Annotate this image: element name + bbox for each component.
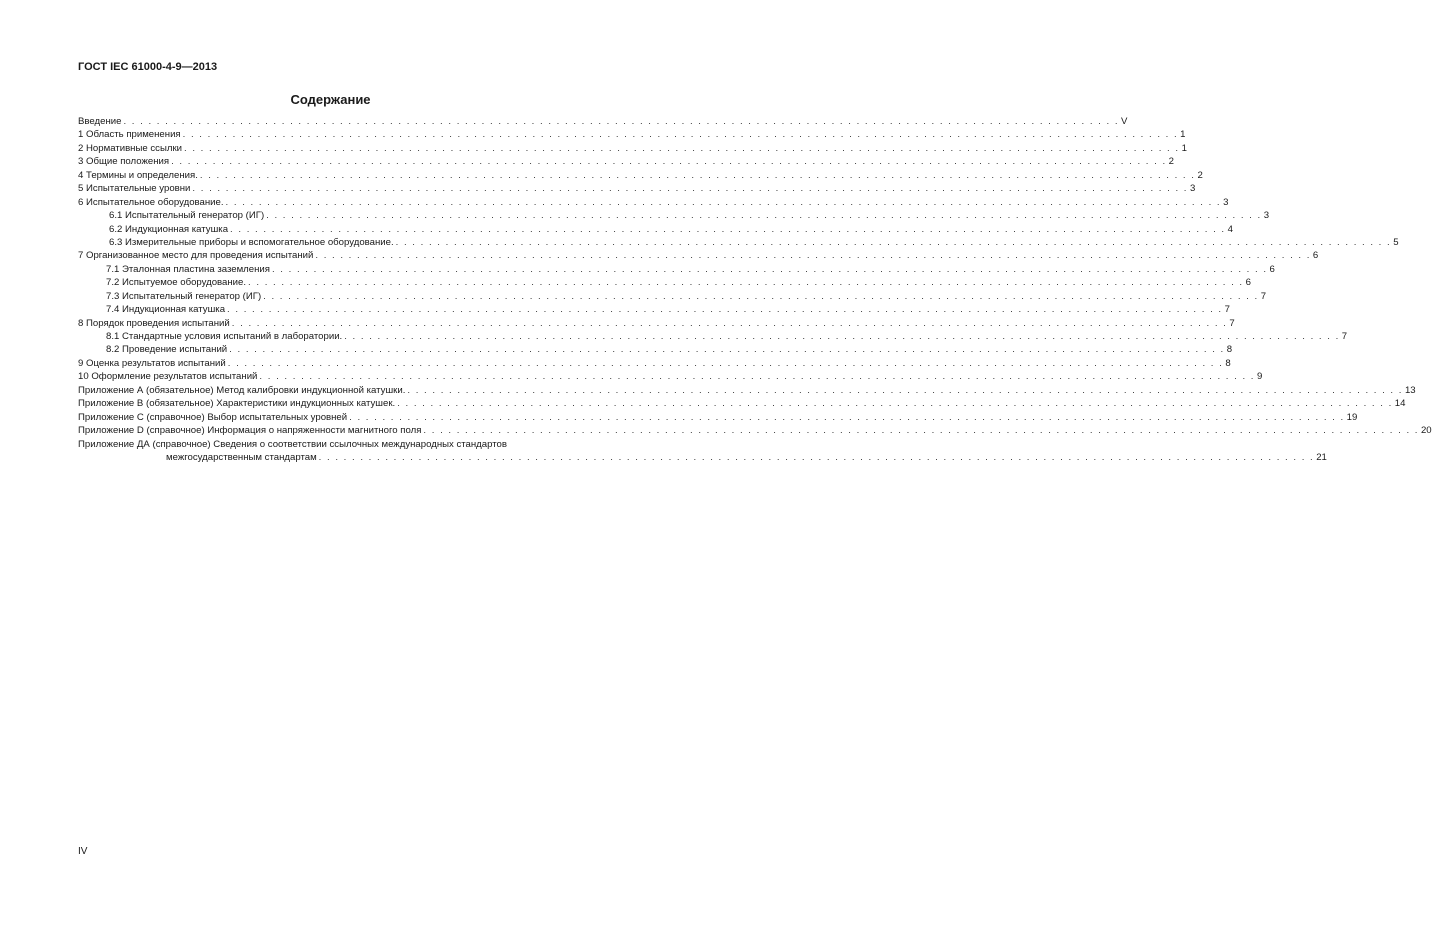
toc-entry-title: 6.2 Индукционная катушка (109, 223, 229, 235)
dot-leader: . . . . . . . . . . . . . . . . . . . . . . . . . . . . . . . . . . . . . . . . . . . . . . . . . . . . . . . . . . . . . . . . . . . . . . . . . . . . . . . . . . . . . . . . . . . . . . . . . . . . . . . . . . . . . . . . . . . . . . . . (227, 304, 1223, 316)
dot-leader: . . . . . . . . . . . . . . . . . . . . . . . . . . . . . . . . . . . . . . . . . . . . . . . . . . . . . . . . . . . . . . . . . . . . . . . . . . . . . . . . . . . . . . . . . . . . . . . . . . . . . . . . . . . . . . . . . . . . . . . . (182, 129, 1179, 141)
toc-entry (78, 330, 1348, 343)
dot-leader: . . . . . . . . . . . . . . . . . . . . . . . . . . . . . . . . . . . . . . . . . . . . . . . . . . . . . . . . . . . . . . . . . . . . . . . . . . . . . . . . . . . . . . . . . . . . . . . . . . . . . . . . . . . . . . . . . . . . . . . . (230, 223, 1226, 235)
toc-entry (78, 236, 1399, 249)
toc-entry (78, 317, 1235, 330)
table-of-contents (78, 115, 1432, 464)
dot-leader: . . . . . . . . . . . . . . . . . . . . . . . . . . . . . . . . . . . . . . . . . . . . . . . . . . . . . . . . . . . . . . . . . . . . . . . . . . . . . . . . . . . . . . . . . . . . . . . . . . . . . . . . . . . . . . . . . . . . . . . . (229, 344, 1225, 356)
toc-entry (78, 128, 1186, 141)
toc-entry-title: Введение (78, 116, 122, 127)
toc-entry-title: 2 Нормативные ссылки (78, 142, 183, 154)
toc-entry-title: 7 Организованное место для проведения испытаний (78, 250, 314, 262)
toc-entry (78, 411, 1358, 424)
toc-entry-title: 7.1 Эталонная пластина заземления (106, 263, 270, 275)
toc-entry-page: 2 (1168, 156, 1174, 168)
dot-leader: . . . . . . . . . . . . . . . . . . . . . . . . . . . . . . . . . . . . . . . . . . . . . . . . . . . . . . . . . . . . . . . . . . . . . . . . . . . . . . . . . . . . . . . . . . . . . . . . . . . . . . . . . . . . . . . . . . . . . . . . (231, 317, 1228, 329)
toc-entry-page: 3 (1263, 210, 1270, 222)
toc-entry (78, 303, 1230, 316)
toc-entry-page: 14 (1394, 398, 1406, 410)
dot-leader: . . . . . . . . . . . . . . . . . . . . . . . . . . . . . . . . . . . . . . . . . . . . . . . . . . . . . . . . . . . . . . . . . . . . . . . . . . . . . . . . . . . . . . . . . . . . . . . . . . . . . . . . . . . . . . . . . . . . . . . . (271, 263, 1268, 275)
toc-entry (78, 451, 1327, 464)
toc-entry (78, 182, 1196, 195)
toc-entry (78, 263, 1275, 276)
toc-entry-title: 4 Термины и определения. (78, 169, 198, 181)
toc-entry-page: 6 (1269, 263, 1275, 275)
toc-entry-page: 1 (1181, 142, 1187, 154)
toc-entry-page: 3 (1223, 196, 1229, 208)
toc-entry (78, 223, 1233, 236)
toc-entry (78, 438, 613, 451)
toc-entry-title: 6 Испытательное оборудование. (78, 196, 224, 208)
toc-entry (78, 290, 1267, 303)
dot-leader: . . . . . . . . . . . . . . . . . . . . . . . . . . . . . . . . . . . . . . . . . . . . . . . . . . . . . . . . . . . . . . . . . . . . . . . . . . . . . . . . . . . . . . . . . . . . . . . . . . . . . . . . . . . . . . . . . . . . . . . . (192, 183, 1188, 195)
toc-entry-page: 5 (1393, 236, 1399, 248)
toc-entry-title: 5 Испытательные уровни (78, 183, 191, 195)
toc-entry-page: 8 (1226, 344, 1233, 356)
toc-entry-title: 1 Область применения (78, 129, 181, 141)
dot-leader: . . . . . . . . . . . . . . . . . . . . . . . . . . . . . . . . . . . . . . . . . . . . . . . . . . . . . . . . . . . . . . . . . . . . . . . . . . . . . . . . . . . . . . . . . . . . . . . . . . . . . . . . . . . . . . . . . . . . . . . . (407, 384, 1403, 396)
toc-entry-page: 13 (1404, 384, 1416, 396)
toc-entry-page: 3 (1189, 183, 1196, 195)
toc-entry-title: 6.3 Измерительные приборы и вспомогательное оборудование. (109, 236, 394, 248)
toc-entry-page: V (1121, 116, 1128, 127)
toc-entry-page: 7 (1229, 317, 1235, 329)
toc-entry-title: межгосударственным стандартам (166, 451, 317, 463)
toc-entry-title: 7.2 Испытуемое оборудование. (106, 277, 247, 289)
dot-leader: . . . . . . . . . . . . . . . . . . . . . . . . . . . . . . . . . . . . . . . . . . . . . . . . . . . . . . . . . . . . . . . . . . . . . . . . . . . . . . . . . . . . . . . . . . . . . . . . . . . . . . . . . . . . . . . . . . . . . . . . (199, 169, 1196, 181)
toc-entry-title: 8.2 Проведение испытаний (106, 344, 228, 356)
toc-entry-title: 8.1 Стандартные условия испытаний в лаборатории. (106, 331, 343, 342)
toc-entry-title: 10 Оформление результатов испытаний (78, 371, 258, 383)
toc-entry (78, 249, 1319, 262)
toc-entry-page: 6 (1312, 250, 1319, 262)
toc-entry-title: Приложение ДА (справочное) Сведения о соответствии ссылочных международных стандартов (78, 438, 507, 450)
dot-leader: . . . . . . . . . . . . . . . . . . . . . . . . . . . . . . . . . . . . . . . . . . . . . . . . . . . . . . . . . . . . . . . . . . . . . . . . . . . . . . . . . . . . . . . . . . . . . . . . . . . . . . . . . . . . . . . . . . . . . . . . (315, 250, 1311, 262)
dot-leader: . . . . . . . . . . . . . . . . . . . . . . . . . . . . . . . . . . . . . . . . . . . . . . . . . . . . . . . . . . . . . . . . . . . . . . . . . . . . . . . . . . . . . . . . . . . . . . . . . . . . . . . . . . . . . . . . . . . . . . . . (263, 290, 1259, 302)
dot-leader: . . . . . . . . . . . . . . . . . . . . . . . . . . . . . . . . . . . . . . . . . . . . . . . . . . . . . . . . . . . . . . . . . . . . . . . . . . . . . . . . . . . . . . . . . . . . . . . . . . . . . . . . . . . . . . . . . . . . . . . . (171, 156, 1167, 168)
toc-entry-page: 1 (1180, 129, 1186, 141)
toc-entry-page: 6 (1245, 277, 1251, 289)
dot-leader: . . . . . . . . . . . . . . . . . . . . . . . . . . . . . . . . . . . . . . . . . . . . . . . . . . . . . . . . . . . . . . . . . . . . . . . . . . . . . . . . . . . . . . . . . . . . . . . . . . . . . . . . . . . . . . . . . . . . . . . . (266, 210, 1262, 222)
toc-entry (78, 196, 1229, 209)
toc-entry-page: 7 (1224, 304, 1230, 316)
page-title: Содержание (290, 92, 371, 107)
toc-entry-page: 9 (1256, 371, 1263, 383)
toc-entry-title: Приложение В (обязательное) Характеристики индукционных катушек. (78, 398, 396, 410)
toc-entry-page: 8 (1225, 357, 1231, 369)
toc-entry (78, 169, 1203, 182)
toc-entry-title: Приложение D (справочное) Информация о напряженности магнитного поля (78, 425, 422, 437)
toc-entry-title: Приложение С (справочное) Выбор испытательных уровней (78, 411, 348, 423)
toc-entry (78, 384, 1416, 397)
toc-entry-title: Приложение А (обязательное) Метод калибровки индукционной катушки. (78, 384, 406, 396)
toc-entry-title: 9 Оценка результатов испытаний (78, 357, 226, 369)
dot-leader: . . . . . . . . . . . . . . . . . . . . . . . . . . . . . . . . . . . . . . . . . . . . . . . . . . . . . . . . . . . . . . . . . . . . . . . . . . . . . . . . . . . . . . . . . . . . . . . . . . . . . . . . . . . . . . . . . . . . . . . . (123, 116, 1119, 127)
toc-entry (78, 115, 1128, 128)
toc-entry-title: 3 Общие положения (78, 156, 170, 168)
dot-leader: . . . . . . . . . . . . . . . . . . . . . . . . . . . . . . . . . . . . . . . . . . . . . . . . . . . . . . . . . . . . . . . . . . . . . . . . . . . . . . . . . . . . . . . . . . . . . . . . . . . . . . . . . . . . . . . . . . . . . . . . (318, 451, 1315, 463)
toc-entry-page: 4 (1227, 223, 1233, 235)
toc-entry (78, 142, 1187, 155)
dot-leader: . . . . . . . . . . . . . . . . . . . . . . . . . . . . . . . . . . . . . . . . . . . . . . . . . . . . . . . . . . . . . . . . . . . . . . . . . . . . . . . . . . . . . . . . . . . . . . . . . . . . . . . . . . . . . . . . . . . . . . . . (349, 411, 1345, 423)
dot-leader: . . . . . . . . . . . . . . . . . . . . . . . . . . . . . . . . . . . . . . . . . . . . . . . . . . . . . . . . . . . . . . . . . . . . . . . . . . . . . . . . . . . . . . . . . . . . . . . . . . . . . . . . . . . . . . . . . . . . . . . . (227, 357, 1224, 369)
toc-entry (78, 276, 1251, 289)
dot-leader: . . . . . . . . . . . . . . . . . . . . . . . . . . . . . . . . . . . . . . . . . . . . . . . . . . . . . . . . . . . . . . . . . . . . . . . . . . . . . . . . . . . . . . . . . . . . . . . . . . . . . . . . . . . . . . . . . . . . . . . . (248, 277, 1244, 289)
toc-entry-page: 2 (1197, 169, 1203, 181)
dot-leader: . . . . . . . . . . . . . . . . . . . . . . . . . . . . . . . . . . . . . . . . . . . . . . . . . . . . . . . . . . . . . . . . . . . . . . . . . . . . . . . . . . . . . . . . . . . . . . . . . . . . . . . . . . . . . . . . . . . . . . . . (225, 196, 1222, 208)
toc-entry (78, 343, 1233, 356)
toc-entry (78, 370, 1263, 383)
page-number: IV (78, 846, 88, 857)
toc-entry (78, 155, 1174, 168)
toc-entry-page: 19 (1346, 411, 1358, 423)
toc-entry (78, 357, 1231, 370)
toc-entry-page: 20 (1420, 425, 1432, 437)
toc-entry-page: 7 (1341, 331, 1348, 342)
toc-entry-title: 7.4 Индукционная катушка (106, 304, 226, 316)
dot-leader: . . . . . . . . . . . . . . . . . . . . . . . . . . . . . . . . . . . . . . . . . . . . . . . . . . . . . . . . . . . . . . . . . . . . . . . . . . . . . . . . . . . . . . . . . . . . . . . . . . . . . . . . . . . . . . . . . . . . . . . . (395, 236, 1392, 248)
toc-entry (78, 209, 1270, 222)
dot-leader: . . . . . . . . . . . . . . . . . . . . . . . . . . . . . . . . . . . . . . . . . . . . . . . . . . . . . . . . . . . . . . . . . . . . . . . . . . . . . . . . . . . . . . . . . . . . . . . . . . . . . . . . . . . . . . . . . . . . . . . . (397, 398, 1393, 410)
document-header: ГОСТ IEC 61000-4-9—2013 (78, 61, 218, 73)
toc-entry (78, 424, 1432, 437)
toc-entry-title: 6.1 Испытательный генератор (ИГ) (109, 210, 265, 222)
toc-entry-title: 7.3 Испытательный генератор (ИГ) (106, 290, 262, 302)
toc-entry-page: 7 (1260, 290, 1267, 302)
dot-leader: . . . . . . . . . . . . . . . . . . . . . . . . . . . . . . . . . . . . . . . . . . . . . . . . . . . . . . . . . . . . . . . . . . . . . . . . . . . . . . . . . . . . . . . . . . . . . . . . . . . . . . . . . . . . . . . . . . . . . . . . (259, 371, 1255, 383)
toc-entry-page: 21 (1316, 451, 1327, 463)
dot-leader: . . . . . . . . . . . . . . . . . . . . . . . . . . . . . . . . . . . . . . . . . . . . . . . . . . . . . . . . . . . . . . . . . . . . . . . . . . . . . . . . . . . . . . . . . . . . . . . . . . . . . . . . . . . . . . . . . . . . . . . . (184, 142, 1180, 154)
toc-entry-title: 8 Порядок проведения испытаний (78, 317, 230, 329)
toc-entry (78, 397, 1406, 410)
dot-leader: . . . . . . . . . . . . . . . . . . . . . . . . . . . . . . . . . . . . . . . . . . . . . . . . . . . . . . . . . . . . . . . . . . . . . . . . . . . . . . . . . . . . . . . . . . . . . . . . . . . . . . . . . . . . . . . . . . . . . . . . (344, 331, 1340, 342)
dot-leader: . . . . . . . . . . . . . . . . . . . . . . . . . . . . . . . . . . . . . . . . . . . . . . . . . . . . . . . . . . . . . . . . . . . . . . . . . . . . . . . . . . . . . . . . . . . . . . . . . . . . . . . . . . . . . . . . . . . . . . . . (423, 425, 1419, 437)
